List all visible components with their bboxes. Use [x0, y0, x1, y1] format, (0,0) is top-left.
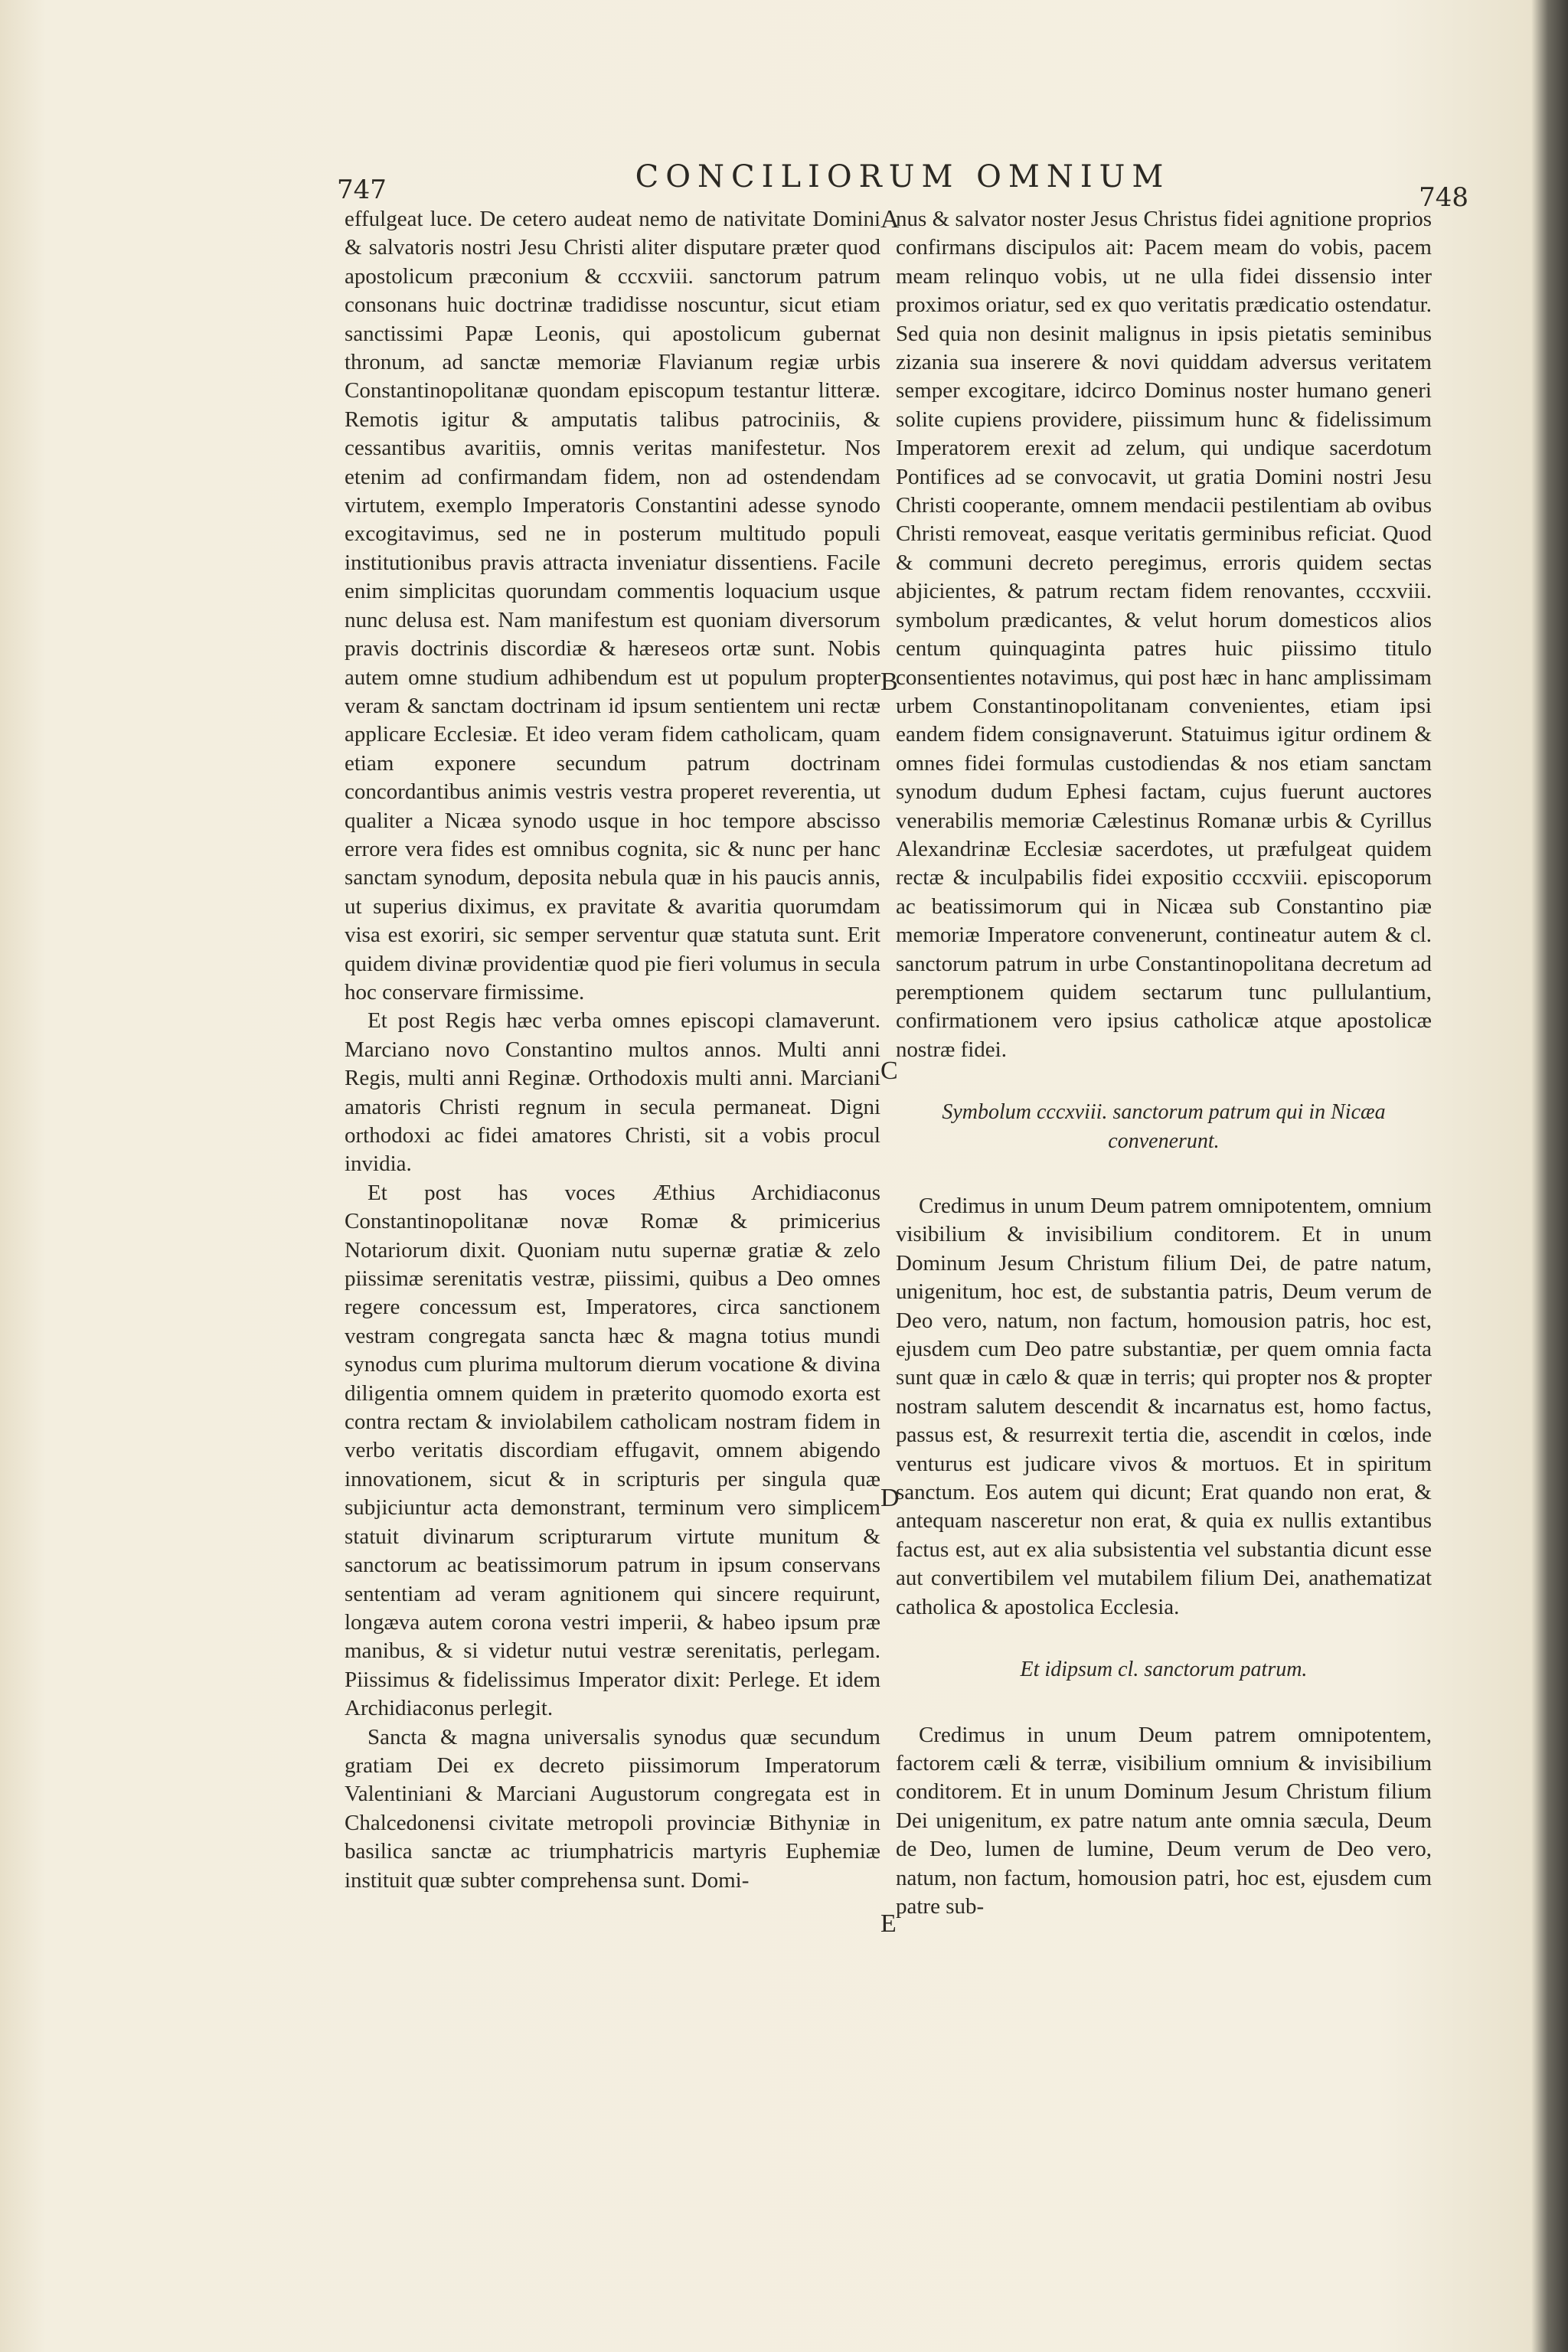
margin-letter-d: D [880, 1484, 900, 1512]
margin-letter-e: E [880, 1909, 897, 1938]
running-title: CONCILIORUM OMNIUM [635, 159, 1171, 194]
left-paragraph-1: effulgeat luce. De cetero audeat nemo de nativitate Domini & salvatoris nostri Jesu Christi aliter disputare præter quod apostolicum præconium & cccxviii. sanctorum patrum consonans huic doctrinæ tradidisse noscuntur, sicut etiam sanctissimi Papæ Leonis, qui apostolicum gubernat thronum, ad sanctæ memoriæ Flavianum regiæ urbis Constantinopolitanæ quondam episcopum testantur litteræ. Remotis igitur & amputatis talibus patrociniis, & cessantibus avaritiis, omnis veritas manifestetur. Nos etenim ad confirmandam fidem, non ad ostendendam virtutem, exemplo Imperatoris Constantini adesse synodo excogitavimus, sed ne in posterum multitudo populi institutionibus pravis attracta inveniatur dissentiens. Facile enim simplicitas quorundam commentis loquacium usque nunc delusa est. Nam manifestum est quoniam diversorum pravis doctrinis discordiæ & hæreseos ortæ sunt. Nobis autem omne studium adhibendum est ut populum propter veram & sanctam doctrinam id ipsum sentientem uni rectæ applicare Ecclesiæ. Et ideo veram fidem catholicam, quam etiam exponere secundum patrum doctrinam concordantibus animis vestris vestra properet reverentia, ut qualiter a Nicæa synodo usque in hoc tempore abscisso errore vera fides est omnibus cognita, sic & nunc per hanc sanctam synodum, deposita nebula quæ in his paucis annis, ut superius diximus, ex pravitate & avaritia quorumdam visa est exoriri, sic semper serventur quæ statuta sunt. Erit quidem divinæ providentiæ quod pie fieri volumus in secula hoc conservare firmissime. [345, 207, 880, 1004]
running-header [337, 159, 1468, 213]
left-paragraph-4: Sancta & magna universalis synodus quæ secundum gratiam Dei ex decreto piissimorum Imperatorum Valentiniani & Marciani Augustorum congregata est in Chalcedonensi civitate metropoli provinciæ Bithyniæ in basilica sanctæ ac triumphatricis martyris Euphemiæ instituit quæ subter comprehensa sunt. Domi- [345, 1724, 880, 1893]
page-number-left: 747 [337, 175, 387, 205]
page-number-right: 748 [1419, 182, 1468, 213]
right-paragraph-intro: nus & salvator noster Jesus Christus fidei agnitione proprios confirmans discipulos ait: Pacem meam do vobis, pacem meam relinquo vobis, ut ne ulla fidei dissensio inter proximos oriatur, sed ex quo veritatis prædicatio ostendatur. Sed quia non desinit malignus in ipsis pietatis seminibus zizania sua inserere & novi quiddam adversus veritatem semper excogitare, idcirco Dominus noster humano generi solite cupiens providere, piissimum hunc & fidelissimum Imperatorem erexit ad zelum, qui undique sacerdotum Pontifices ad se convocavit, ut gratia Domini nostri Jesu Christi cooperante, omnem mendacii pestilentiam ab ovibus Christi removeat, easque veritatis germinibus reficiat. Quod & communi decreto peregimus, erroris quidem sectas abjicientes, & patrum rectam fidem renovantes, cccxviii. symbolum prædicantes, & velut horum domesticos alios centum quinquaginta patres huic piissimo titulo consentientes notavimus, qui post hæc in hanc amplissimam urbem Constantinopolitanam convenientes, etiam ipsi eandem fidem consignaverunt. Statuimus igitur ordinem & omnes fidei formulas custodiendas & nos etiam sanctam synodum dudum Ephesi factam, cujus fuerunt auctores venerabilis memoriæ Cælestinus Romanæ urbis & Cyrillus Alexandrinæ Ecclesiæ sacerdotes, ut præfulgeat quidem rectæ & inculpabilis fidei expositio cccxviii. episcoporum ac beatissimorum qui in Nicæa sub Constantino piæ memoriæ Imperatore convenerunt, contineatur autem & cl. sanctorum patrum in urbe Constantinopolitana decretum ad peremptionem quidem sectarum tunc pullulantium, confirmationem vero ipsius catholicæ atque apostolicæ nostræ fidei. [896, 207, 1432, 1062]
section-heading-2: Et idipsum cl. sanctorum patrum. [1020, 1658, 1308, 1682]
margin-letter-c: C [880, 1057, 898, 1085]
left-column [345, 205, 880, 1895]
left-paragraph-3: Et post has voces Æthius Archidiaconus Constantinopolitanæ novæ Romæ & primicerius Notariorum dixit. Quoniam nutu supernæ gratiæ & zelo piissimæ serenitatis vestræ, piissimi, quibus a Deo omnes regere concessum est, Imperatores, circa sanctionem vestram congregata sancta hæc & magna totius mundi synodus cum plurima multorum dierum vocatione & divina diligentia omnem quidem in præterito quomodo exorta est contra rectam & inviolabilem catholicam nostram fidem in verbo veritatis discordiam effugavit, omnem abigendo innovationem, sicut & in scripturis per singula quæ subjiciuntur acta demonstrant, terminum vero simplicem statuit divinarum scripturarum virtute munitum & sanctorum ac beatissimorum patrum in ipsum conservans sententiam ad veram agnitionem qui sincere requirunt, longæva autem corona vestri imperii, & habeo ipsum præ manibus, & si videtur nutui vestræ serenitatis, perlegam. Piissimus & fidelissimus Imperator dixit: Perlege. Et idem Archidiaconus perlegit. [345, 1180, 880, 1721]
creed-paragraph-2: Credimus in unum Deum patrem omnipotentem, factorem cæli & terræ, visibilium omnium & invisibilium conditorem. Et in unum Dominum Jesum Christum filium Dei unigenitum, ex patre natum ante omnia sæcula, Deum de Deo, lumen de lumine, Deum verum de Deo vero, natum, non factum, homousion patri, hoc est, ejusdem cum patre sub- [896, 1722, 1432, 1919]
margin-letter-a: A [880, 205, 900, 234]
creed-paragraph-1: Credimus in unum Deum patrem omnipotentem, omnium visibilium & invisibilium conditorem. Et in unum Dominum Jesum Christum filium Dei, de patre natum, unigenitum, hoc est, de substantia patris, Deum verum de Deo vero, natum, non factum, homousion patris, hoc est, ejusdem cum Deo patre substantiæ, per quem omnia facta sunt quæ in cælo & quæ in terris; qui propter nos & propter nostram salutem descendit & incarnatus est, homo factus, passus est, & resurrexit tertia die, ascendit in cœlos, inde venturus est judicare vivos & mortuos. Et in spiritum sanctum. Eos autem qui dicunt; Erat quando non erat, & antequam nasceretur non erat, & quia ex nullis extantibus factus est, aut ex alia subsistentia vel substantia dicunt esse aut convertibilem vel mutabilem filium Dei, anathematizat catholica & apostolica Ecclesia. [896, 1194, 1432, 1619]
section-heading-1: Symbolum cccxviii. sanctorum patrum qui in Nicæa convenerunt. [942, 1100, 1386, 1153]
right-column [896, 205, 1432, 1921]
left-paragraph-2: Et post Regis hæc verba omnes episcopi clamaverunt. Marciano novo Constantino multos annos. Multi anni Regis, multi anni Reginæ. Orthodoxis multi anni. Marciani amatoris Christi regnum in secula permaneat. Digni orthodoxi ac fidei amatores Christi, sit a vobis procul invidia. [345, 1008, 880, 1177]
margin-letter-b: B [880, 668, 898, 696]
